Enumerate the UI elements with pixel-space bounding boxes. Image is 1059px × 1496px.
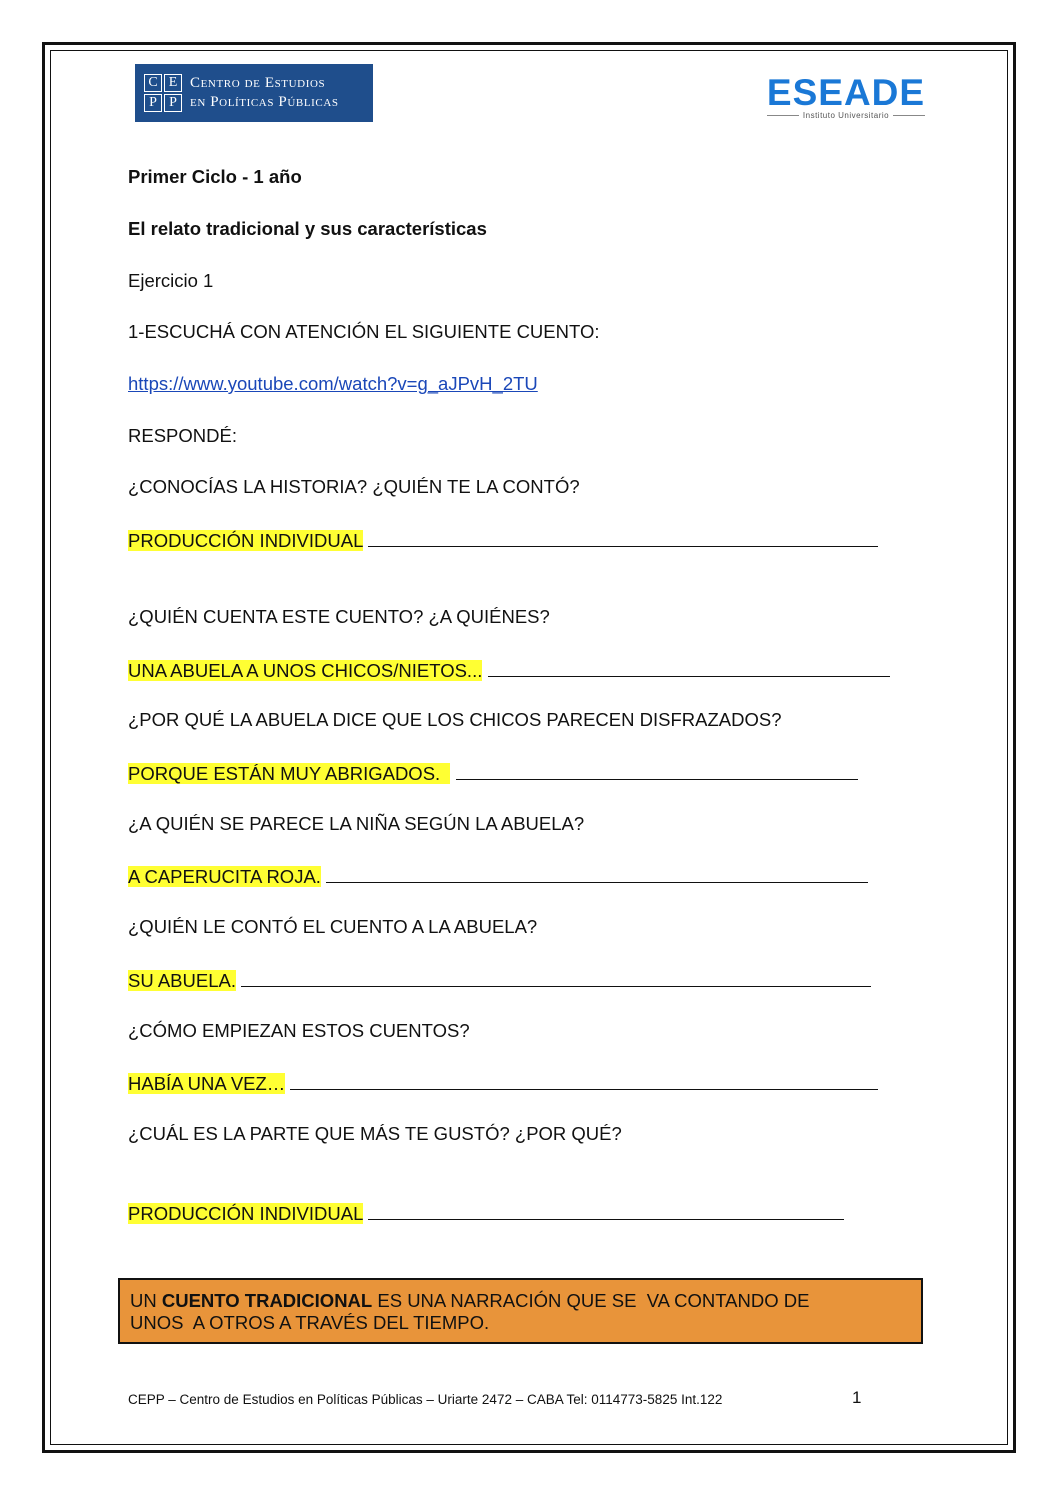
cepp-letter: E	[164, 74, 182, 92]
cepp-logo-text	[190, 74, 339, 112]
answer-row-5	[128, 968, 871, 992]
page-border-inner	[50, 50, 1008, 1445]
answer-7: PRODUCCIÓN INDIVIDUAL	[128, 1203, 363, 1224]
answer-3: PORQUE ESTÁN MUY ABRIGADOS.	[128, 763, 441, 784]
exercise-label: Ejercicio 1	[128, 270, 214, 291]
answer-row-4	[128, 864, 868, 888]
answer-blank-line	[241, 968, 871, 987]
question-3: ¿POR QUÉ LA ABUELA DICE QUE LOS CHICOS PARECEN DISFRAZADOS?	[128, 709, 782, 730]
cepp-letter: P	[144, 94, 162, 112]
answer-blank-line	[290, 1071, 878, 1090]
cepp-letter: P	[164, 94, 182, 112]
answer-row-7	[128, 1201, 844, 1225]
cepp-logo-mark	[144, 74, 182, 112]
answer-blank-line	[488, 658, 890, 677]
answer-blank-line	[456, 761, 858, 780]
callout-prefix: UN	[130, 1290, 157, 1311]
answer-5: SU ABUELA.	[128, 970, 236, 991]
callout-term: CUENTO TRADICIONAL	[161, 1290, 373, 1311]
footer-text: CEPP – Centro de Estudios en Políticas Públicas – Uriarte 2472 – CABA Tel: 0114773-5825 Int.122	[128, 1392, 723, 1407]
video-link[interactable]: https://www.youtube.com/watch?v=g_aJPvH_2TU	[128, 373, 538, 394]
cycle-heading: Primer Ciclo - 1 año	[128, 166, 302, 187]
instruction-text: 1-ESCUCHÁ CON ATENCIÓN EL SIGUIENTE CUENTO:	[128, 321, 600, 342]
answer-6: HABÍA UNA VEZ…	[128, 1073, 286, 1094]
divider	[893, 115, 925, 116]
answer-row-1	[128, 528, 878, 552]
eseade-logo	[766, 74, 926, 124]
answer-blank-line	[326, 864, 868, 883]
question-6: ¿CÓMO EMPIEZAN ESTOS CUENTOS?	[128, 1020, 470, 1041]
callout-line-2: UNOS A OTROS A TRAVÉS DEL TIEMPO.	[130, 1312, 490, 1333]
answer-1: PRODUCCIÓN INDIVIDUAL	[128, 530, 363, 551]
definition-callout	[118, 1278, 923, 1344]
answer-3-pad	[440, 763, 450, 784]
page-number: 1	[852, 1388, 862, 1407]
answer-2: UNA ABUELA A UNOS CHICOS/NIETOS...	[128, 660, 483, 681]
question-5: ¿QUIÉN LE CONTÓ EL CUENTO A LA ABUELA?	[128, 916, 538, 937]
answer-4: A CAPERUCITA ROJA.	[128, 866, 321, 887]
topic-heading: El relato tradicional y sus características	[128, 218, 487, 239]
question-4: ¿A QUIÉN SE PARECE LA NIÑA SEGÚN LA ABUELA?	[128, 813, 585, 834]
answer-row-6	[128, 1071, 878, 1095]
eseade-logo-name: ESEADE	[766, 72, 926, 113]
eseade-logo-subtitle: Instituto Universitario	[802, 111, 890, 120]
question-1: ¿CONOCÍAS LA HISTORIA? ¿QUIÉN TE LA CONTÓ?	[128, 476, 580, 497]
callout-line-1	[130, 1290, 911, 1312]
cepp-logo-line2: en Políticas Públicas	[190, 94, 339, 110]
answer-row-2	[128, 658, 890, 682]
cepp-letter: C	[144, 74, 162, 92]
cepp-logo-line1: Centro de Estudios	[190, 75, 326, 91]
question-2: ¿QUIÉN CUENTA ESTE CUENTO? ¿A QUIÉNES?	[128, 606, 550, 627]
cepp-logo	[135, 64, 373, 122]
callout-rest: ES UNA NARRACIÓN QUE SE VA CONTANDO DE	[377, 1290, 810, 1311]
divider	[767, 115, 799, 116]
answer-blank-line	[368, 528, 878, 547]
answer-row-3	[128, 761, 858, 785]
question-7: ¿CUÁL ES LA PARTE QUE MÁS TE GUSTÓ? ¿POR QUÉ?	[128, 1123, 622, 1144]
answer-blank-line	[368, 1201, 844, 1220]
respond-label: RESPONDÉ:	[128, 425, 237, 446]
